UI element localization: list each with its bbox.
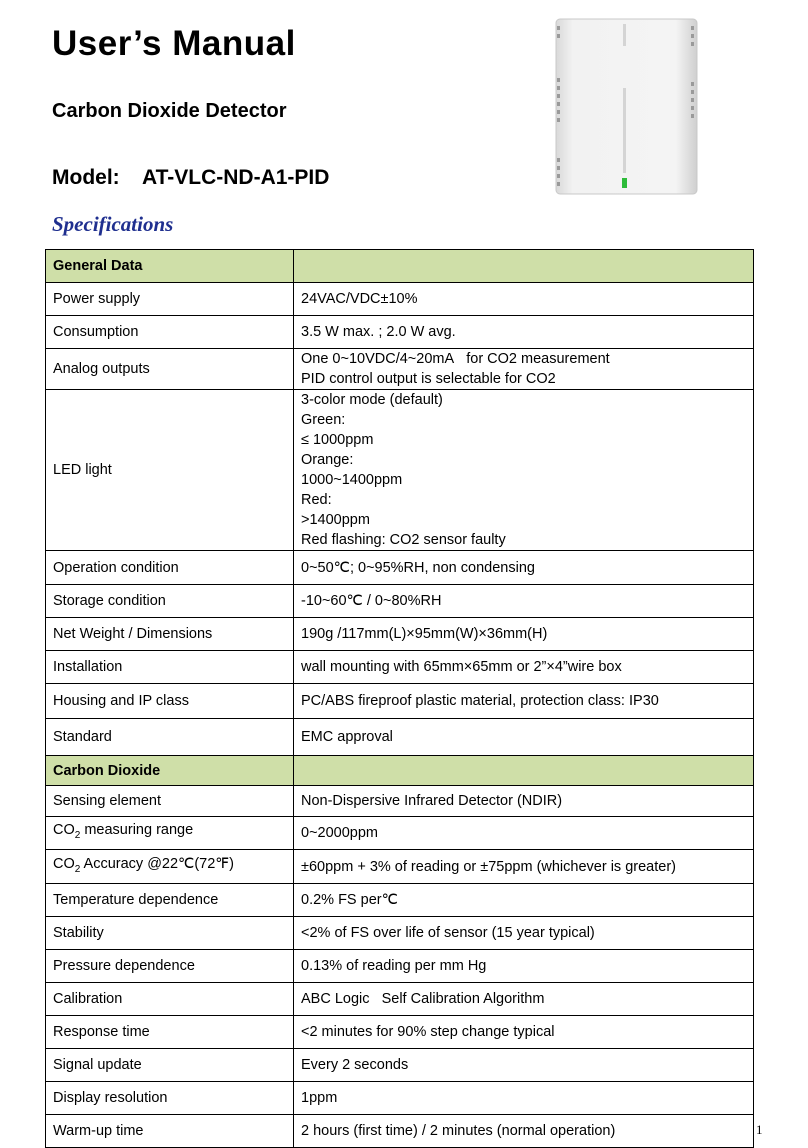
table-row — [46, 850, 754, 884]
table-row — [46, 585, 754, 618]
table-row — [46, 283, 754, 316]
table-row — [46, 1115, 754, 1148]
page-number: 1 — [756, 1122, 763, 1137]
table-row — [46, 719, 754, 756]
row-label: Display resolution — [46, 1082, 294, 1115]
table-row — [46, 1049, 754, 1082]
row-value: 2 hours (first time) / 2 minutes (normal operation) — [294, 1115, 754, 1148]
row-value: 190g /117mm(L)×95mm(W)×36mm(H) — [294, 618, 754, 651]
section-header-general — [46, 250, 754, 283]
table-row — [46, 390, 754, 551]
table-row — [46, 917, 754, 950]
row-value: ABC Logic Self Calibration Algorithm — [294, 983, 754, 1016]
row-value: PC/ABS fireproof plastic material, protection class: IP30 — [294, 684, 754, 719]
row-value: wall mounting with 65mm×65mm or 2”×4”wire box — [294, 651, 754, 684]
row-value: <2% of FS over life of sensor (15 year typical) — [294, 917, 754, 950]
row-value: 1ppm — [294, 1082, 754, 1115]
section-label: General Data — [46, 250, 294, 283]
row-label: Power supply — [46, 283, 294, 316]
row-value: 24VAC/VDC±10% — [294, 283, 754, 316]
row-label: Stability — [46, 917, 294, 950]
row-value: ±60ppm + 3% of reading or ±75ppm (whichever is greater) — [294, 850, 754, 884]
section-header-co2 — [46, 756, 754, 786]
table-row — [46, 684, 754, 719]
row-label: Calibration — [46, 983, 294, 1016]
table-row — [46, 551, 754, 585]
row-label: Pressure dependence — [46, 950, 294, 983]
co2-detector-device-illustration — [555, 18, 698, 195]
status-led — [622, 178, 627, 188]
row-label: Net Weight / Dimensions — [46, 618, 294, 651]
row-value: 3-color mode (default) Green: ≤ 1000ppm Orange: 1000~1400ppm Red: >1400ppm Red flashing: CO2 sensor faulty — [294, 390, 754, 551]
table-row — [46, 316, 754, 349]
table-row — [46, 618, 754, 651]
model-label: Model: — [52, 166, 120, 189]
specifications-heading: Specifications — [52, 212, 174, 236]
row-label: Storage condition — [46, 585, 294, 618]
specifications-table — [45, 249, 754, 1148]
table-row — [46, 884, 754, 917]
table-row — [46, 817, 754, 850]
row-label: Operation condition — [46, 551, 294, 585]
row-value: <2 minutes for 90% step change typical — [294, 1016, 754, 1049]
table-row — [46, 786, 754, 817]
row-value: -10~60℃ / 0~80%RH — [294, 585, 754, 618]
row-label: Temperature dependence — [46, 884, 294, 917]
table-row — [46, 651, 754, 684]
table-row — [46, 950, 754, 983]
row-label: $CO_2$ measuring range — [46, 817, 294, 850]
section-label: Carbon Dioxide — [46, 756, 294, 786]
row-value: Every 2 seconds — [294, 1049, 754, 1082]
row-value: 0.2% FS per℃ — [294, 884, 754, 917]
row-label: $CO_2$ Accuracy @22℃(72℉) — [46, 850, 294, 884]
row-label: Signal update — [46, 1049, 294, 1082]
model-value: AT-VLC-ND-A1-PID — [142, 166, 330, 189]
row-value: One 0~10VDC/4~20mA for CO2 measurement PID control output is selectable for CO2 — [294, 349, 754, 390]
row-label: LED light — [46, 390, 294, 551]
row-label: Installation — [46, 651, 294, 684]
row-value: Non-Dispersive Infrared Detector (NDIR) — [294, 786, 754, 817]
row-label: Consumption — [46, 316, 294, 349]
row-label: Warm-up time — [46, 1115, 294, 1148]
row-label: Response time — [46, 1016, 294, 1049]
row-label: Housing and IP class — [46, 684, 294, 719]
row-value: 3.5 W max. ; 2.0 W avg. — [294, 316, 754, 349]
product-name: Carbon Dioxide Detector — [52, 100, 287, 122]
model-line — [52, 166, 329, 190]
table-row — [46, 349, 754, 390]
row-value: 0.13% of reading per mm Hg — [294, 950, 754, 983]
row-label: Standard — [46, 719, 294, 756]
table-row — [46, 1016, 754, 1049]
table-row — [46, 983, 754, 1016]
row-value: 0~2000ppm — [294, 817, 754, 850]
row-value: EMC approval — [294, 719, 754, 756]
row-label: Analog outputs — [46, 349, 294, 390]
table-row — [46, 1082, 754, 1115]
row-value: 0~50℃; 0~95%RH, non condensing — [294, 551, 754, 585]
document-title: User’s Manual — [52, 24, 296, 63]
row-label: Sensing element — [46, 786, 294, 817]
